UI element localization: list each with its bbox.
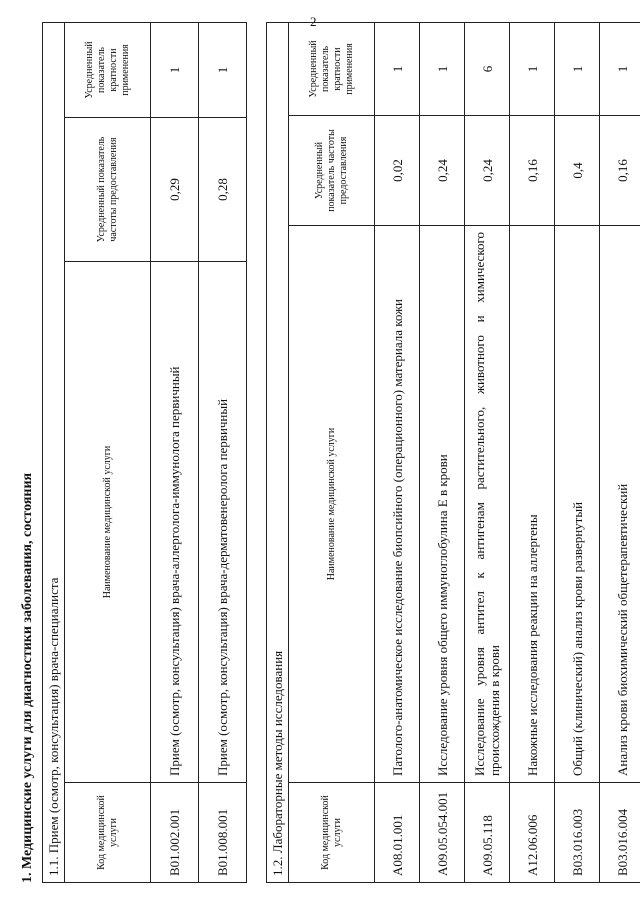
header-name: Наименование медицинской услуги <box>65 261 151 782</box>
service-code: A09.05.054.001 <box>420 782 465 882</box>
multiplicity-value: 1 <box>600 22 640 115</box>
multiplicity-value: 6 <box>465 22 510 115</box>
page-number: 2 <box>310 14 317 29</box>
frequency-value: 0,4 <box>555 115 600 225</box>
table-row <box>199 22 247 882</box>
service-code: B03.016.003 <box>555 782 600 882</box>
frequency-value: 0,28 <box>199 117 247 261</box>
frequency-value: 0,02 <box>375 115 420 225</box>
service-name: Накожные исследования реакции на аллергены <box>510 225 555 782</box>
frequency-value: 0,16 <box>600 115 640 225</box>
multiplicity-value: 1 <box>199 22 247 117</box>
laboratory-table <box>266 21 640 882</box>
header-name: Наименование медицинской услуги <box>289 225 375 782</box>
service-code: B01.002.001 <box>151 782 199 882</box>
frequency-value: 0,16 <box>510 115 555 225</box>
section-heading: 1. Медицинские услуги для диагностики заболевания, состояния <box>20 472 35 883</box>
rotated-content <box>20 23 630 883</box>
service-name: Исследование уровня антител к антигенам растительного, животного и химического происхождения в крови <box>465 225 510 782</box>
multiplicity-value: 1 <box>420 22 465 115</box>
header-code: Код медицинской услуги <box>65 782 151 882</box>
multiplicity-value: 1 <box>555 22 600 115</box>
table-row <box>465 22 510 882</box>
header-frequency: Усредненный показатель частоты предоставления <box>65 117 151 261</box>
table-caption: 1.1. Прием (осмотр, консультация) врача-специалиста <box>43 22 65 882</box>
multiplicity-value: 1 <box>375 22 420 115</box>
table-row <box>375 22 420 882</box>
table-row <box>510 22 555 882</box>
multiplicity-value: 1 <box>151 22 199 117</box>
service-code: B01.008.001 <box>199 782 247 882</box>
service-code: B03.016.004 <box>600 782 640 882</box>
table-row <box>600 22 640 882</box>
service-code: A12.06.006 <box>510 782 555 882</box>
service-name: Общий (клинический) анализ крови развернутый <box>555 225 600 782</box>
service-name: Прием (осмотр, консультация) врача-дерматовенеролога первичный <box>199 261 247 782</box>
consultations-table <box>42 21 247 882</box>
header-code: Код медицинской услуги <box>289 782 375 882</box>
section-1-1 <box>42 23 247 883</box>
service-code: A08.01.001 <box>375 782 420 882</box>
frequency-value: 0,29 <box>151 117 199 261</box>
frequency-value: 0,24 <box>420 115 465 225</box>
service-name: Анализ крови биохимический общетерапевтический <box>600 225 640 782</box>
service-name: Прием (осмотр, консультация) врача-аллерголога-иммунолога первичный <box>151 261 199 782</box>
table-row <box>151 22 199 882</box>
section-1-2 <box>266 23 640 883</box>
table-caption: 1.2. Лабораторные методы исследования <box>267 22 289 882</box>
service-name: Патолого-анатомическое исследование биопсийного (операционного) материала кожи <box>375 225 420 782</box>
multiplicity-value: 1 <box>510 22 555 115</box>
header-multiplicity: Усредненный показатель кратности применения <box>65 22 151 117</box>
header-frequency: Усредненный показатель частоты предоставления <box>289 115 375 225</box>
service-name: Исследование уровня общего иммуноглобулина E в крови <box>420 225 465 782</box>
table-row <box>555 22 600 882</box>
table-row <box>420 22 465 882</box>
frequency-value: 0,24 <box>465 115 510 225</box>
header-multiplicity: Усредненный показатель кратности применения <box>289 22 375 115</box>
service-code: A09.05.118 <box>465 782 510 882</box>
